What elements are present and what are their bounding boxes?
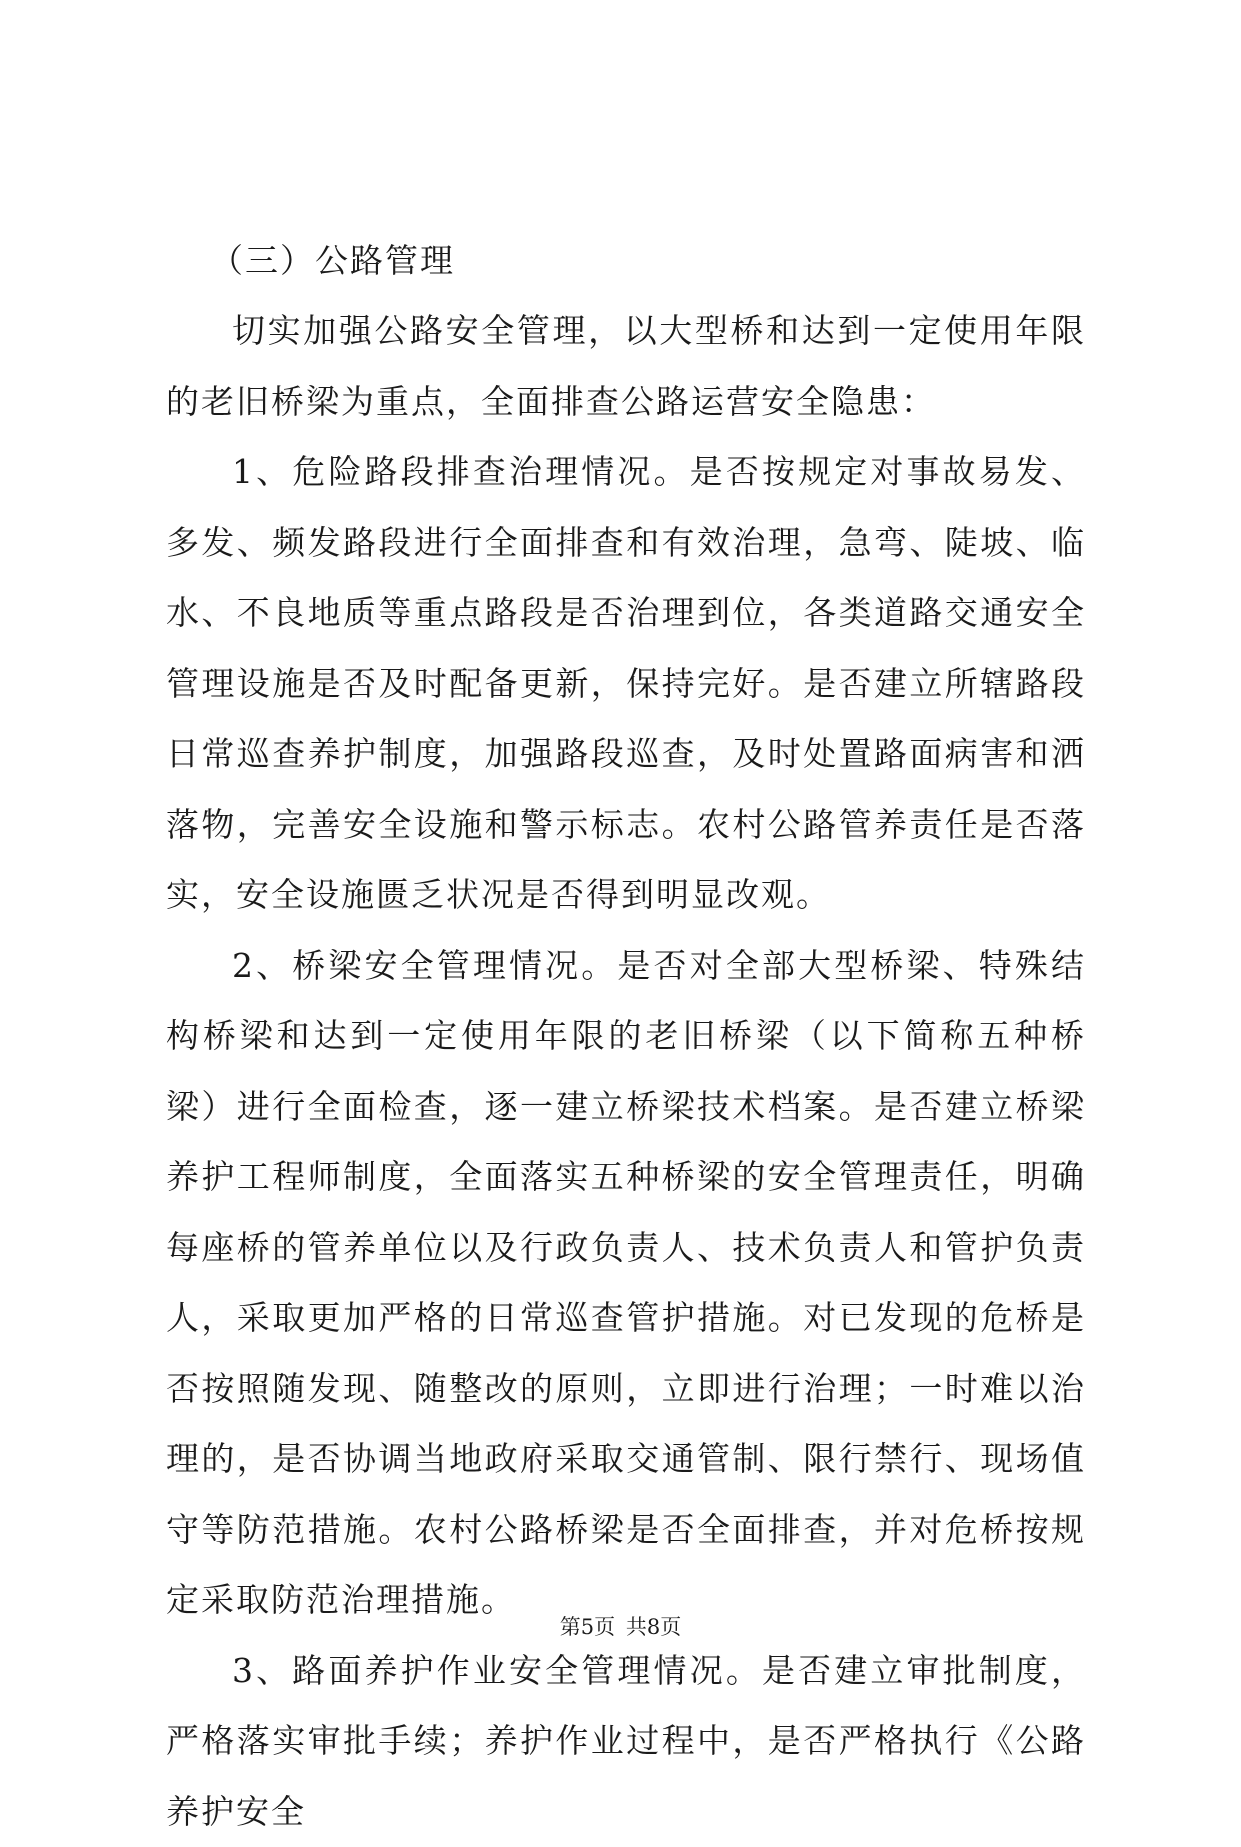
paragraph-item-1: 1、危险路段排查治理情况。是否按规定对事故易发、多发、频发路段进行全面排查和有效治理，急弯、陡坡、临水、不良地质等重点路段是否治理到位，各类道路交通安全管理设施是否及时配备更新，保持完好。是否建立所辖路段日常巡查养护制度，加强路段巡查，及时处置路面病害和洒落物，完善安全设施和警示标志。农村公路管养责任是否落实，安全设施匮乏状况是否得到明显改观。 xyxy=(166,437,1086,931)
page-total: 共8页 xyxy=(626,1615,681,1639)
paragraph-intro: 切实加强公路安全管理，以大型桥和达到一定使用年限的老旧桥梁为重点，全面排查公路运营安全隐患： xyxy=(166,296,1086,437)
paragraph-item-2: 2、桥梁安全管理情况。是否对全部大型桥梁、特殊结构桥梁和达到一定使用年限的老旧桥梁（以下简称五种桥梁）进行全面检查，逐一建立桥梁技术档案。是否建立桥梁养护工程师制度，全面落实五种桥梁的安全管理责任，明确每座桥的管养单位以及行政负责人、技术负责人和管护负责人，采取更加严格的日常巡查管护措施。对已发现的危桥是否按照随发现、随整改的原则，立即进行治理；一时难以治理的，是否协调当地政府采取交通管制、限行禁行、现场值守等防范措施。农村公路桥梁是否全面排查，并对危桥按规定采取防范治理措施。 xyxy=(166,931,1086,1636)
page-footer xyxy=(0,1612,1241,1642)
document-body xyxy=(166,226,1086,1847)
page-number: 第5页 xyxy=(560,1615,615,1639)
paragraph-item-3: 3、路面养护作业安全管理情况。是否建立审批制度，严格落实审批手续；养护作业过程中，是否严格执行《公路养护安全 xyxy=(166,1636,1086,1847)
section-heading: （三）公路管理 xyxy=(166,226,1086,296)
